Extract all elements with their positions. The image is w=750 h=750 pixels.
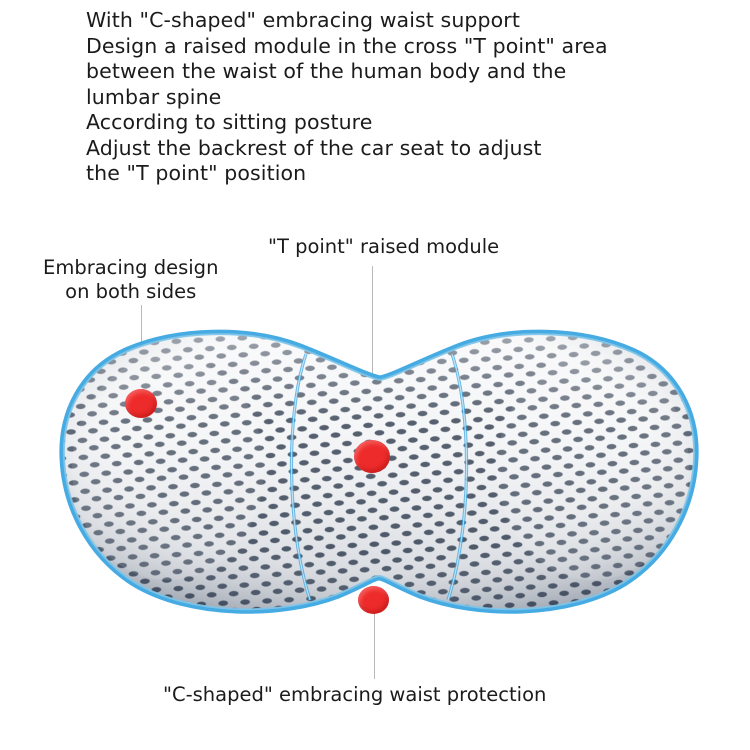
description-line-2: Design a raised module in the cross "T point" area	[86, 33, 608, 58]
description-line-7: the "T point" position	[86, 161, 307, 185]
callout-embracing-design-label	[43, 256, 218, 304]
description-line-5: According to sitting posture	[86, 110, 373, 134]
description-line-1: With "C-shaped" embracing waist support	[86, 8, 520, 32]
callout-embracing-line-2: on both sides	[65, 280, 197, 303]
callout-embracing-line-1: Embracing design	[43, 256, 219, 279]
description-line-4: lumbar spine	[86, 84, 222, 109]
description-line-6: Adjust the backrest of the car seat to adjust	[86, 135, 542, 160]
marker-dot-embracing-design	[125, 389, 157, 418]
description-block	[86, 8, 726, 187]
marker-dot-t-point	[354, 440, 390, 473]
marker-dot-c-shaped	[358, 586, 389, 614]
description-line-3: between the waist of the human body and the	[86, 59, 567, 83]
callout-c-shaped-label: "C-shaped" embracing waist protection	[163, 683, 547, 706]
callout-t-point-label: "T point" raised module	[268, 235, 500, 258]
